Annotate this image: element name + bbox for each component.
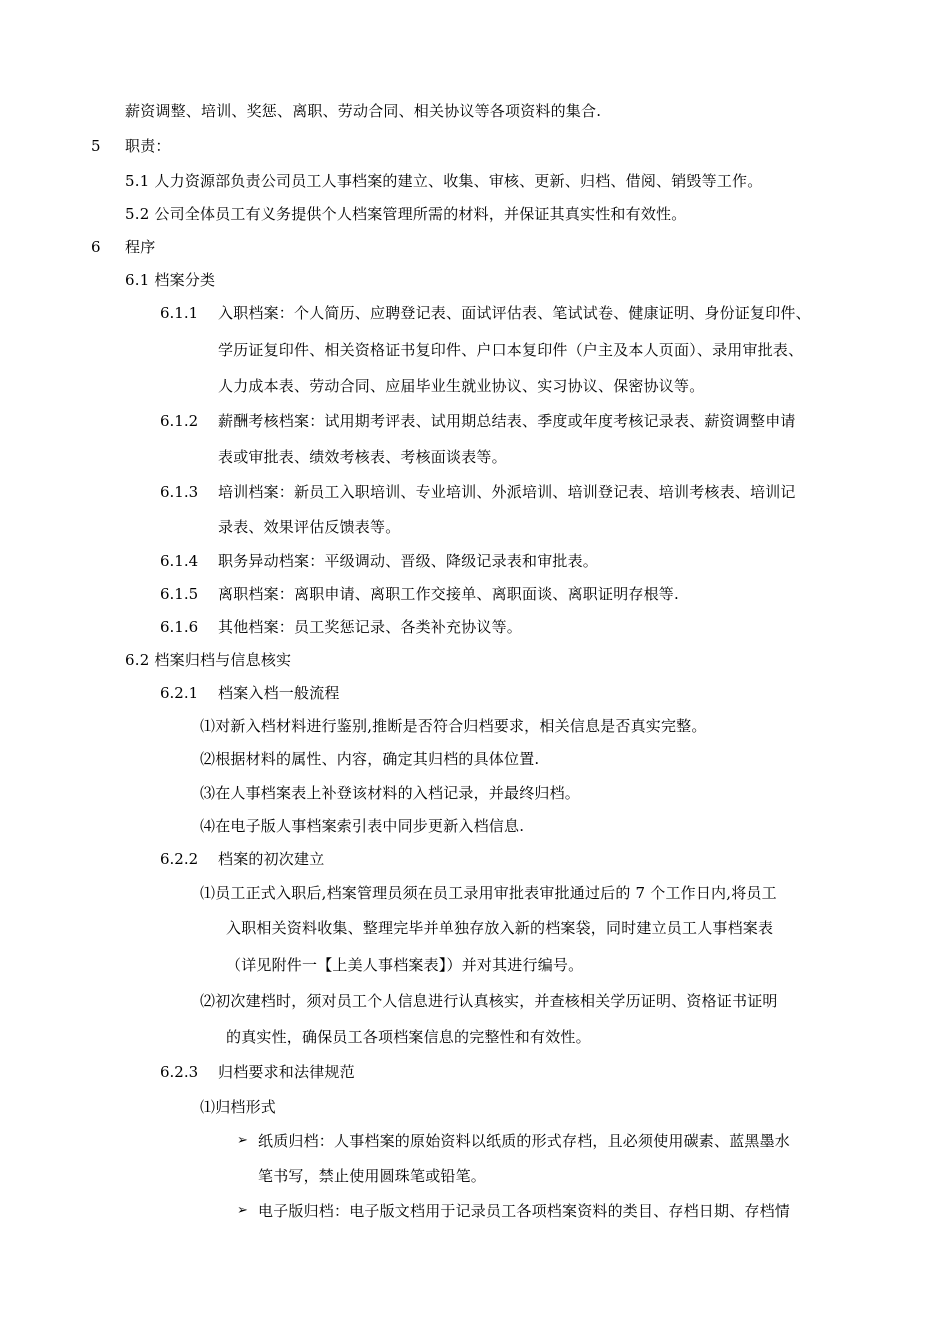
section-number: 5 (91, 137, 101, 155)
paragraph-line: （详见附件一【上美人事档案表】）并对其进行编号。 (226, 956, 584, 974)
list-item: ⑴归档形式 (200, 1098, 277, 1116)
arrow-bullet-icon: ➢ (237, 1203, 248, 1218)
paragraph-line: 人力成本表、劳动合同、应届毕业生就业协议、实习协议、保密协议等。 (218, 377, 705, 395)
item-number: 6.1.4 (160, 552, 199, 570)
section-heading: 职责： (125, 137, 171, 155)
item-number: 6.1.5 (160, 585, 199, 603)
paragraph-line: 入职档案：个人简历、应聘登记表、面试评估表、笔试试卷、健康证明、身份证复印件、 (218, 304, 811, 322)
arrow-bullet-icon: ➢ (237, 1133, 248, 1148)
paragraph-line: 的真实性，确保员工各项档案信息的完整性和有效性。 (226, 1028, 591, 1046)
paragraph-line: 表或审批表、绩效考核表、考核面谈表等。 (218, 448, 507, 466)
paragraph-line: 入职相关资料收集、整理完毕并单独存放入新的档案袋，同时建立员工人事档案表 (226, 919, 774, 937)
item-heading: 归档要求和法律规范 (218, 1063, 355, 1081)
list-item: ⑵根据材料的属性、内容，确定其归档的具体位置. (200, 750, 540, 768)
list-item: ⑷在电子版人事档案索引表中同步更新入档信息. (200, 817, 525, 835)
paragraph-line: 薪资调整、培训、奖惩、离职、劳动合同、相关协议等各项资料的集合. (125, 102, 602, 120)
paragraph-line: 离职档案：离职申请、离职工作交接单、离职面谈、离职证明存根等. (218, 585, 679, 603)
paragraph-line: 职务异动档案：平级调动、晋级、降级记录表和审批表。 (218, 552, 599, 570)
paragraph-line: 笔书写，禁止使用圆珠笔或铅笔。 (258, 1167, 487, 1185)
list-item: ⑴员工正式入职后,档案管理员须在员工录用审批表审批通过后的 7 个工作日内,将员工 (200, 884, 777, 902)
paragraph-line: 录表、效果评估反馈表等。 (218, 518, 401, 536)
item-number: 6.2.3 (160, 1063, 199, 1081)
paragraph-line: 培训档案：新员工入职培训、专业培训、外派培训、培训登记表、培训考核表、培训记 (218, 483, 796, 501)
list-item: ⑶在人事档案表上补登该材料的入档记录，并最终归档。 (200, 784, 581, 802)
item-number: 6.2.1 (160, 684, 199, 702)
paragraph-line: 学历证复印件、相关资格证书复印件、户口本复印件（户主及本人页面）、录用审批表、 (218, 341, 804, 359)
paragraph-line: 5.2 公司全体员工有义务提供个人档案管理所需的材料，并保证其真实性和有效性。 (125, 205, 687, 223)
item-number: 6.1.2 (160, 412, 199, 430)
bullet-item: 电子版归档：电子版文档用于记录员工各项档案资料的类目、存档日期、存档情 (258, 1202, 791, 1220)
paragraph-line: 其他档案：员工奖惩记录、各类补充协议等。 (218, 618, 523, 636)
item-heading: 档案入档一般流程 (218, 684, 340, 702)
section-heading: 程序 (125, 238, 156, 256)
bullet-item: 纸质归档：人事档案的原始资料以纸质的形式存档，且必须使用碳素、蓝黑墨水 (258, 1132, 791, 1150)
paragraph-line: 薪酬考核档案：试用期考评表、试用期总结表、季度或年度考核记录表、薪资调整申请 (218, 412, 796, 430)
subsection-heading: 6.2 档案归档与信息核实 (125, 651, 292, 669)
subsection-heading: 6.1 档案分类 (125, 271, 216, 289)
list-item: ⑴对新入档材料进行鉴别,推断是否符合归档要求，相关信息是否真实完整。 (200, 717, 707, 735)
list-item: ⑵初次建档时，须对员工个人信息进行认真核实，并查核相关学历证明、资格证书证明 (200, 992, 778, 1010)
item-number: 6.2.2 (160, 850, 199, 868)
section-number: 6 (91, 238, 101, 256)
item-number: 6.1.3 (160, 483, 199, 501)
paragraph-line: 5.1 人力资源部负责公司员工人事档案的建立、收集、审核、更新、归档、借阅、销毁等工作。 (125, 172, 763, 190)
item-number: 6.1.1 (160, 304, 199, 322)
item-number: 6.1.6 (160, 618, 199, 636)
item-heading: 档案的初次建立 (218, 850, 325, 868)
